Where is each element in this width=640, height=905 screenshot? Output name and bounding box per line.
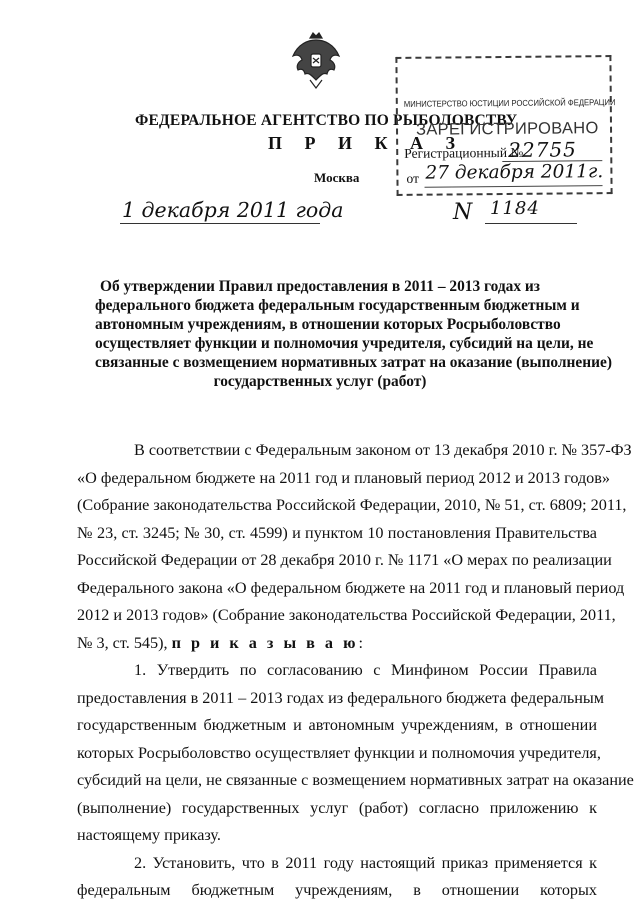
order-body xyxy=(77,437,634,905)
stamp-number: 22755 xyxy=(508,137,577,162)
order-directive: п р и к а з ы в а ю xyxy=(171,633,359,652)
body-line: № 23, ст. 3245; № 30, ст. 4599) и пунктом 10 постановления Правительства xyxy=(77,523,597,542)
body-line: Федерального закона «О федеральном бюджете на 2011 год и плановый период xyxy=(77,578,625,597)
body-line: предоставления в 2011 – 2013 годах из федерального бюджета федеральным xyxy=(77,688,605,707)
body-line: (Собрание законодательства Российской Федерации, 2010, № 51, ст. 6809; 2011, xyxy=(77,496,627,514)
order-title xyxy=(95,277,612,391)
stamp-date: 27 декабря 2011г. xyxy=(425,161,604,184)
stamp-date-label: от xyxy=(406,170,420,186)
body-line: В соответствии с Федеральным законом от 13 декабря 2010 г. № 357-ФЗ xyxy=(134,441,632,459)
registration-stamp xyxy=(395,55,616,196)
title-line: федерального бюджета федеральным государственным бюджетным и xyxy=(95,297,580,314)
document-type: П Р И К А З xyxy=(268,133,465,153)
stamp-number-label: Регистрационный № xyxy=(404,144,524,161)
body-text: : xyxy=(358,633,363,652)
body-line: 1. Утвердить по согласованию с Минфином России Правила xyxy=(134,661,597,679)
title-line: автономным учреждениям, в отношении которых Росрыболовство xyxy=(95,316,561,333)
body-line: 2012 и 2013 годов» (Собрание законодательства Российской Федерации, 2011, xyxy=(77,606,616,624)
agency-name: ФЕДЕРАЛЬНОЕ АГЕНТСТВО ПО РЫБОЛОВСТВУ xyxy=(135,112,518,129)
body-line: государственным бюджетным и автономным учреждениям, в отношении xyxy=(77,716,597,734)
order-date-underline xyxy=(120,223,320,224)
body-line: которых Росрыболовство осуществляет функции и полномочия учредителя, xyxy=(77,743,601,762)
order-number-underline xyxy=(485,223,577,224)
order-date: 1 декабря 2011 года xyxy=(122,198,344,222)
body-line: субсидий на цели, не связанные с возмещением нормативных затрат на оказание xyxy=(77,771,634,789)
body-text: № 3, ст. 545), xyxy=(77,633,172,652)
body-line: 2. Установить, что в 2011 году настоящий приказ применяется к xyxy=(134,853,597,872)
order-number: 1184 xyxy=(490,198,540,219)
body-line xyxy=(77,630,597,658)
stamp-ministry: МИНИСТЕРСТВО ЮСТИЦИИ РОССИЙСКОЙ ФЕДЕРАЦИИ xyxy=(403,97,616,109)
coat-of-arms-emblem-icon xyxy=(290,30,342,92)
title-line: Об утверждении Правил предоставления в 2011 – 2013 годах из xyxy=(100,278,540,295)
order-number-sign: N xyxy=(453,200,473,225)
body-line: (выполнение) государственных услуг (работ) согласно приложению к xyxy=(77,798,597,817)
body-line: настоящему приказу. xyxy=(77,826,221,844)
body-line: федеральным бюджетным учреждениям, в отношении которых xyxy=(77,881,597,899)
body-line: «О федеральном бюджете на 2011 год и плановый период 2012 и 2013 годов» xyxy=(77,468,611,487)
title-line: осуществляет функции и полномочия учредителя, субсидий на цели, не xyxy=(95,335,594,352)
body-line: Российской Федерации от 28 декабря 2010 г. № 1171 «О мерах по реализации xyxy=(77,551,612,569)
title-line: связанные с возмещением нормативных затрат на оказание (выполнение) xyxy=(95,354,612,371)
title-line: государственных услуг (работ) xyxy=(213,373,427,390)
city: Москва xyxy=(314,170,360,185)
stamp-date-underline xyxy=(425,185,603,188)
stamp-registered: ЗАРЕГИСТРИРОВАНО xyxy=(415,119,599,139)
